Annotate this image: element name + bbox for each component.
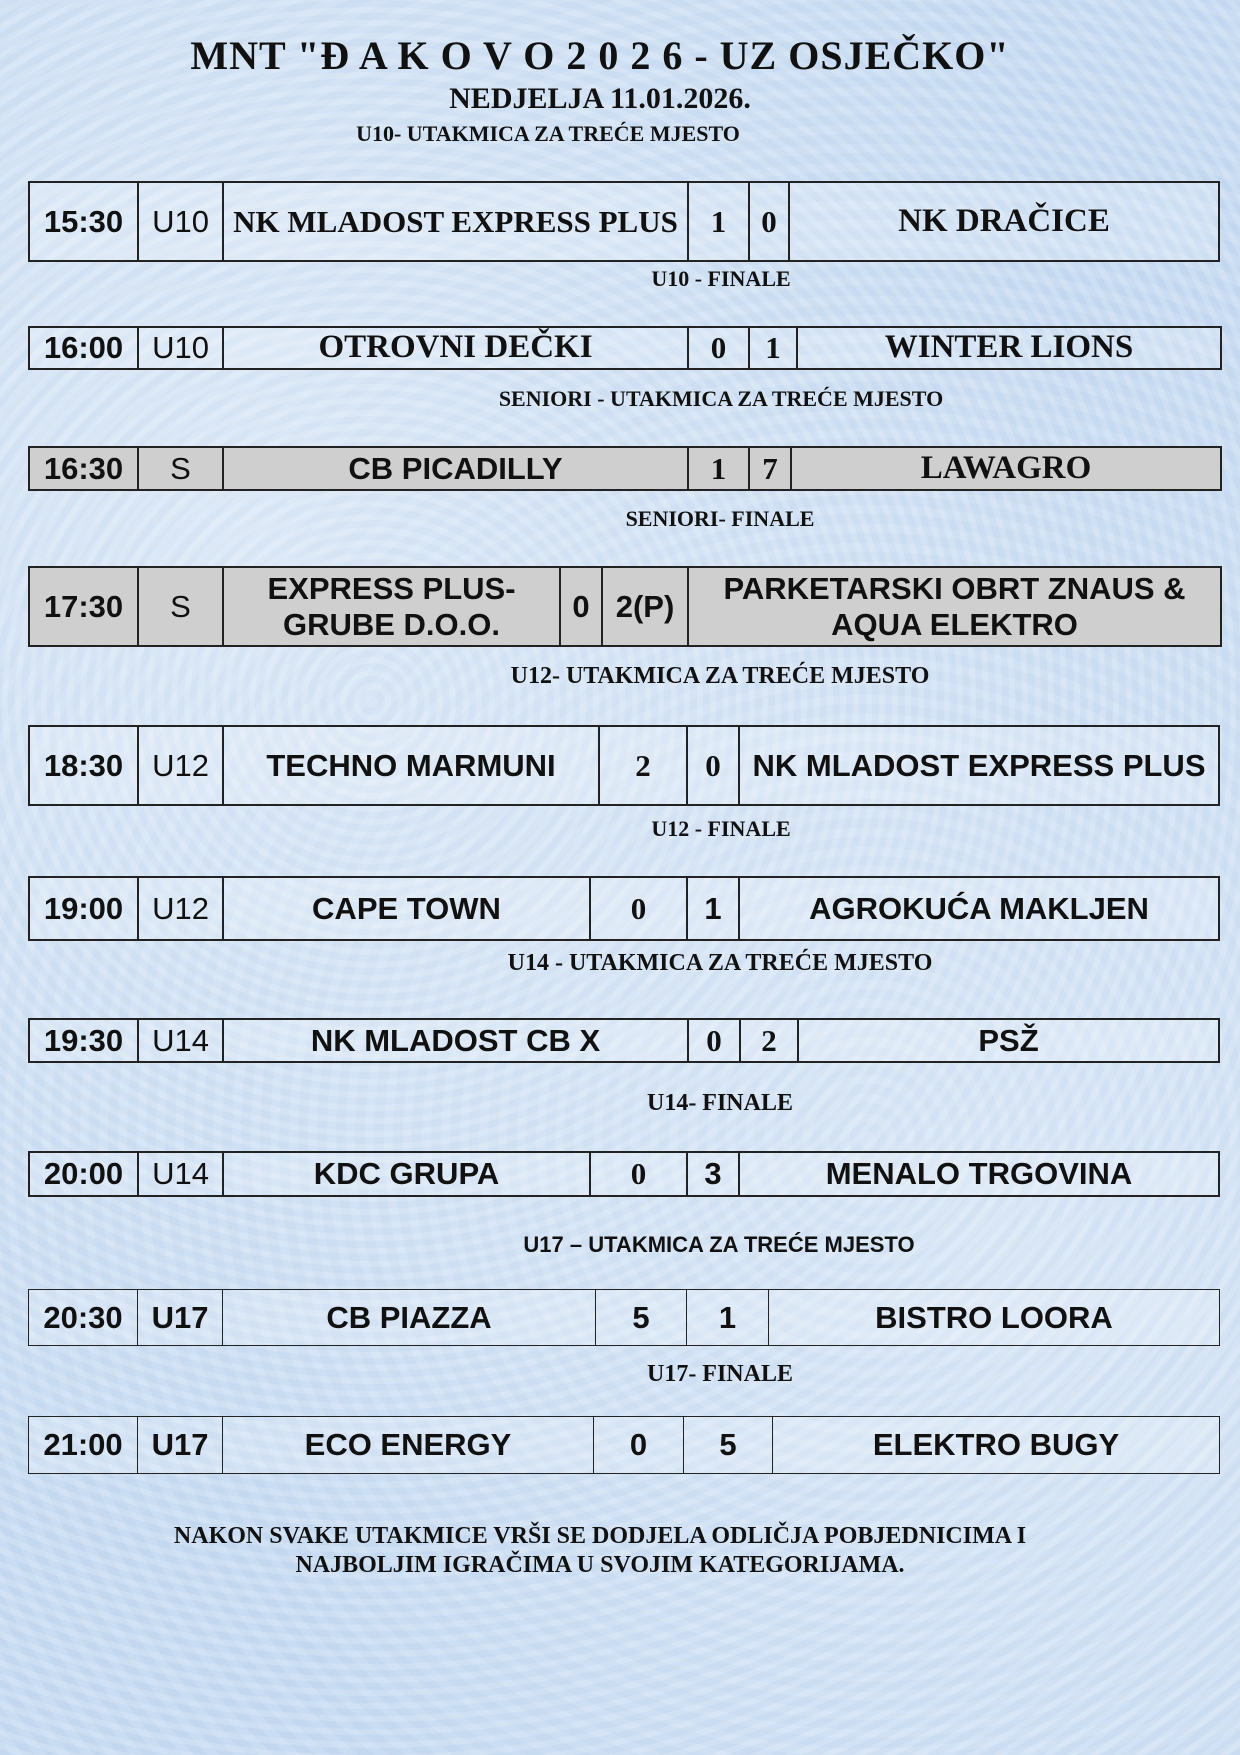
match-row-u10-final bbox=[28, 326, 1222, 370]
home-team: NK MLADOST EXPRESS PLUS bbox=[224, 183, 689, 260]
away-team: NK MLADOST EXPRESS PLUS bbox=[752, 747, 1206, 783]
match-category: U14 bbox=[139, 1153, 224, 1195]
home-team: CB PICADILLY bbox=[224, 448, 689, 489]
match-category: U10 bbox=[139, 328, 224, 368]
away-team: PARKETARSKI OBRT ZNAUS & AQUA ELEKTRO bbox=[723, 570, 1186, 642]
match-category: U10 bbox=[139, 183, 224, 260]
home-team: CB PIAZZA bbox=[223, 1290, 596, 1345]
home-score: 0 bbox=[591, 1153, 688, 1195]
away-score: 1 bbox=[688, 878, 740, 939]
away-team: AGROKUĆA MAKLJEN bbox=[809, 890, 1149, 926]
home-score: 0 bbox=[689, 328, 750, 368]
match-row-u10-third bbox=[28, 181, 1220, 262]
section-label-u14-third: U14 - UTAKMICA ZA TREĆE MJESTO bbox=[507, 950, 933, 976]
match-row-u14-third bbox=[28, 1018, 1220, 1063]
section-label-u10-final: U10 - FINALE bbox=[651, 266, 791, 291]
home-score: 0 bbox=[591, 878, 688, 939]
match-category: U12 bbox=[139, 727, 224, 804]
footer-note bbox=[0, 1522, 1200, 1580]
home-score: 5 bbox=[596, 1290, 687, 1345]
away-score: 3 bbox=[688, 1153, 740, 1195]
match-row-u12-final bbox=[28, 876, 1220, 941]
match-row-seniori-final bbox=[28, 566, 1222, 647]
match-time: 15:30 bbox=[30, 183, 139, 260]
match-time: 18:30 bbox=[30, 727, 139, 804]
section-label-u17-final: U17- FINALE bbox=[646, 1361, 793, 1387]
home-score: 1 bbox=[689, 183, 750, 260]
home-score: 0 bbox=[689, 1020, 741, 1061]
match-row-u17-third bbox=[28, 1289, 1220, 1346]
match-time: 19:00 bbox=[30, 878, 139, 939]
home-score: 1 bbox=[689, 448, 750, 489]
section-label-u12-third: U12- UTAKMICA ZA TREĆE MJESTO bbox=[510, 663, 930, 689]
home-score: 0 bbox=[561, 568, 603, 645]
home-team: NK MLADOST CB X bbox=[224, 1020, 689, 1061]
match-category: U17 bbox=[138, 1290, 223, 1345]
section-label-seniori-third: SENIORI - UTAKMICA ZA TREĆE MJESTO bbox=[498, 386, 944, 411]
away-team: WINTER LIONS bbox=[884, 329, 1134, 366]
section-label-u10-third: U10- UTAKMICA ZA TREĆE MJESTO bbox=[356, 121, 740, 146]
match-category: U12 bbox=[139, 878, 224, 939]
home-team: ECO ENERGY bbox=[223, 1417, 594, 1473]
section-label-u12-final: U12 - FINALE bbox=[651, 816, 791, 841]
away-team: NK DRAČICE bbox=[898, 202, 1110, 239]
match-time: 16:30 bbox=[30, 448, 139, 489]
match-time: 19:30 bbox=[30, 1020, 139, 1061]
away-team: MENALO TRGOVINA bbox=[825, 1156, 1133, 1192]
away-score: 2(P) bbox=[603, 568, 689, 645]
page-date: NEDJELJA 11.01.2026. bbox=[449, 82, 751, 115]
home-score: 0 bbox=[594, 1417, 684, 1473]
home-team: EXPRESS PLUS- GRUBE D.O.O. bbox=[224, 568, 561, 645]
page-title: MNT "Đ A K O V O 2 0 2 6 - UZ OSJEČKO" bbox=[190, 33, 1010, 78]
match-time: 21:00 bbox=[29, 1417, 138, 1473]
away-score: 0 bbox=[688, 727, 740, 804]
footer-line-2: NAJBOLJIM IGRAČIMA U SVOJIM KATEGORIJAMA. bbox=[295, 1552, 905, 1578]
match-row-seniori-third bbox=[28, 446, 1222, 491]
away-score: 0 bbox=[750, 183, 790, 260]
section-label-u14-final: U14- FINALE bbox=[646, 1090, 793, 1116]
away-score: 5 bbox=[684, 1417, 773, 1473]
home-team: KDC GRUPA bbox=[224, 1153, 591, 1195]
match-time: 20:00 bbox=[30, 1153, 139, 1195]
away-team: BISTRO LOORA bbox=[875, 1299, 1113, 1335]
away-team: PSŽ bbox=[978, 1022, 1039, 1058]
away-score: 7 bbox=[750, 448, 792, 489]
home-team: CAPE TOWN bbox=[224, 878, 591, 939]
away-team: ELEKTRO BUGY bbox=[872, 1427, 1120, 1463]
section-label-u17-third: U17 – UTAKMICA ZA TREĆE MJESTO bbox=[523, 1232, 915, 1257]
section-label-seniori-final: SENIORI- FINALE bbox=[625, 506, 815, 531]
footer-line-1: NAKON SVAKE UTAKMICE VRŠI SE DODJELA ODLIČJA POBJEDNICIMA I bbox=[173, 1523, 1027, 1549]
match-time: 17:30 bbox=[30, 568, 139, 645]
away-score: 1 bbox=[687, 1290, 769, 1345]
match-category: U14 bbox=[139, 1020, 224, 1061]
match-row-u17-final bbox=[28, 1416, 1220, 1474]
match-category: S bbox=[139, 568, 224, 645]
match-category: U17 bbox=[138, 1417, 223, 1473]
away-score: 1 bbox=[750, 328, 798, 368]
match-time: 20:30 bbox=[29, 1290, 138, 1345]
home-score: 2 bbox=[600, 727, 688, 804]
away-score: 2 bbox=[741, 1020, 799, 1061]
match-category: S bbox=[139, 448, 224, 489]
match-row-u12-third bbox=[28, 725, 1220, 806]
match-time: 16:00 bbox=[30, 328, 139, 368]
match-row-u14-final bbox=[28, 1151, 1220, 1197]
away-team: LAWAGRO bbox=[920, 449, 1092, 486]
home-team: TECHNO MARMUNI bbox=[224, 727, 600, 804]
home-team: OTROVNI DEČKI bbox=[224, 328, 689, 368]
